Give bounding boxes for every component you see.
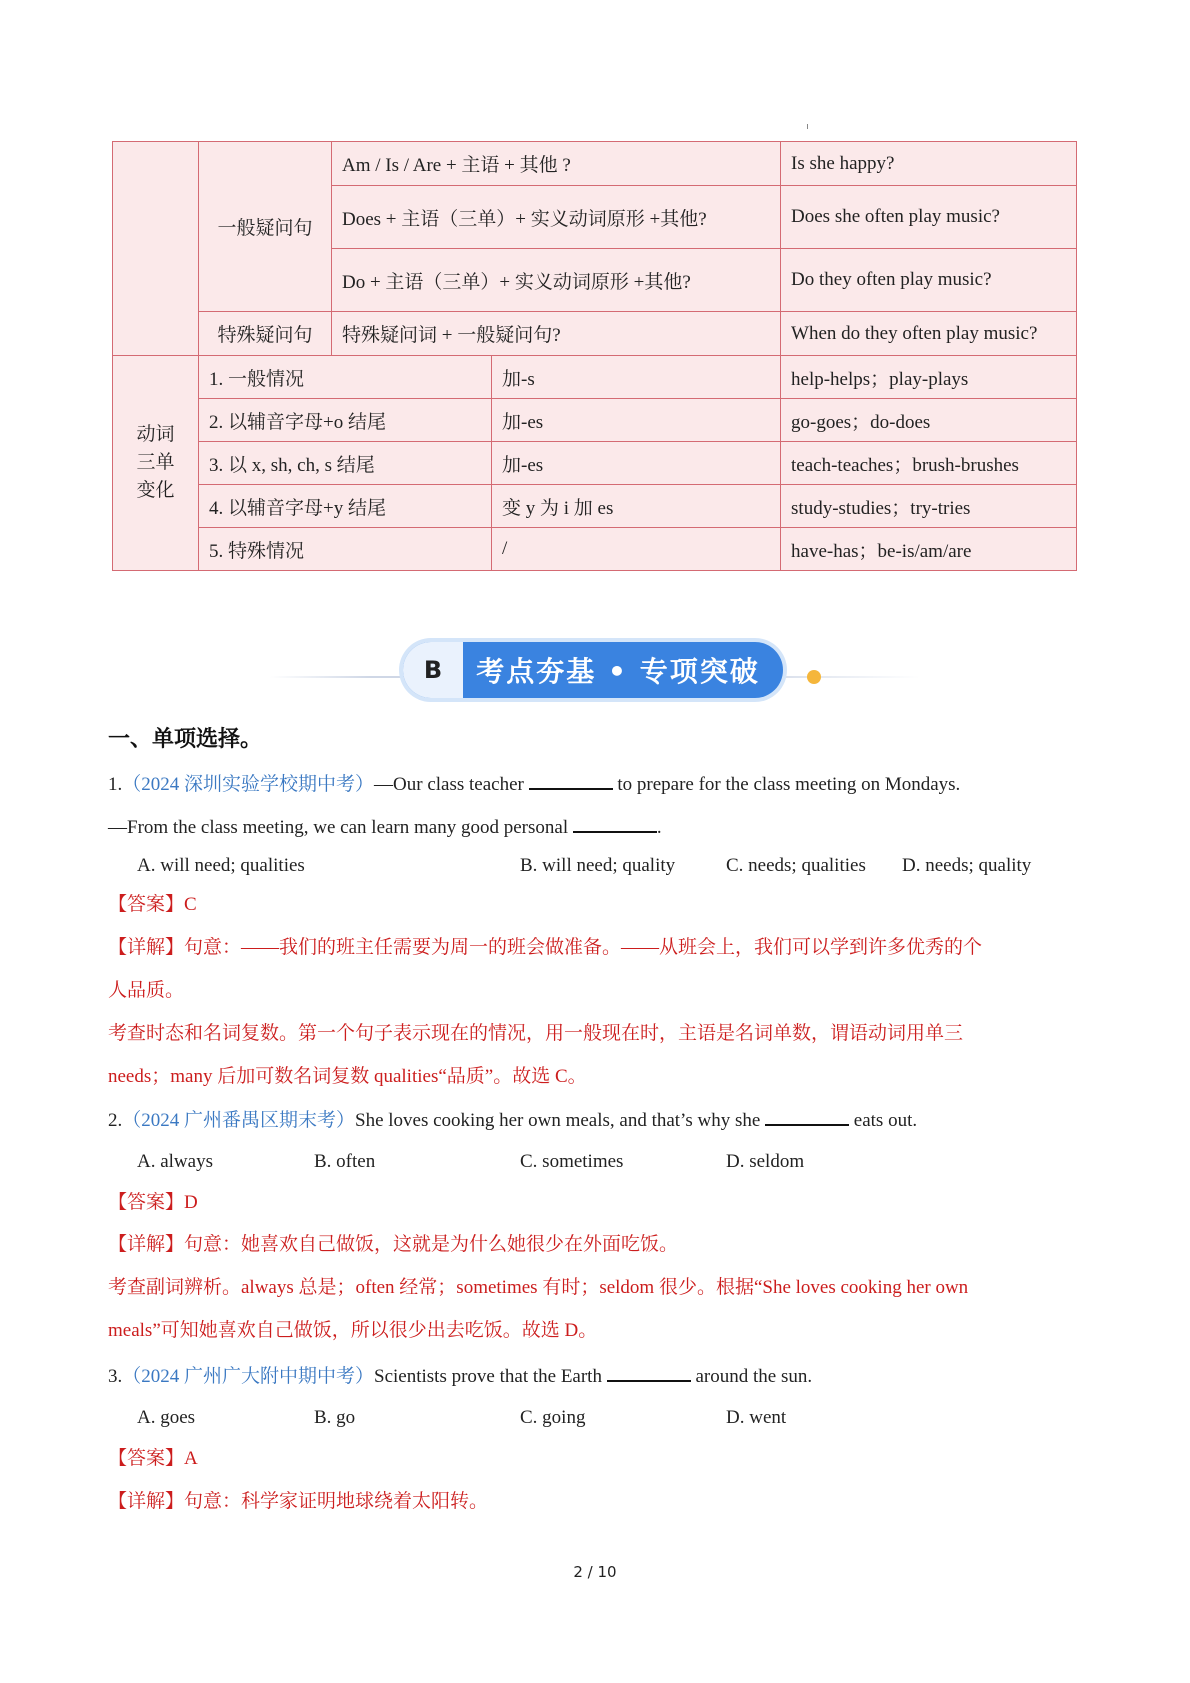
option: A. will need; qualities: [137, 855, 305, 876]
banner-dot-right: [807, 670, 821, 684]
question-source: （2024 深圳实验学校期中考）: [122, 774, 375, 795]
change-cell: 变 y 为 i 加 es: [492, 485, 781, 528]
pattern-cell: Does + 主语（三单）+ 实义动词原形 +其他?: [332, 186, 781, 249]
change-cell: /: [492, 528, 781, 571]
stem-text: to prepare for the class meeting on Mondays.: [617, 774, 961, 795]
question-source: （2024 广州广大附中期中考）: [122, 1366, 375, 1387]
banner-title: 考点夯基 • 专项突破: [476, 655, 760, 688]
stem-text: —From the class meeting, we can learn many good personal: [108, 817, 569, 838]
option: D. went: [726, 1407, 787, 1428]
rule-cell: 5. 特殊情况: [199, 528, 492, 571]
explanation-line: 考查时态和名词复数。第一个句子表示现在的情况，用一般现在时，主语是名词单数，谓语动词用单三: [108, 1023, 964, 1044]
special-question-label: 特殊疑问句: [199, 312, 332, 356]
stem-text: around the sun.: [695, 1366, 813, 1387]
option: C. going: [520, 1407, 586, 1428]
question-2-stem: [108, 1108, 917, 1133]
change-cell: 加-s: [492, 356, 781, 399]
answer-blank: [765, 1108, 849, 1126]
option: C. needs; qualities: [726, 855, 866, 876]
general-question-label: 一般疑问句: [199, 142, 332, 312]
stem-text: eats out.: [853, 1110, 918, 1131]
stem-text: .: [656, 817, 662, 838]
change-cell: 加-es: [492, 442, 781, 485]
pattern-cell: Do + 主语（三单）+ 实义动词原形 +其他?: [332, 249, 781, 312]
example-cell: When do they often play music?: [781, 312, 1077, 356]
banner-line-left-fade: [270, 676, 370, 678]
example-cell: Do they often play music?: [781, 249, 1077, 312]
pattern-cell: Am / Is / Are + 主语 + 其他 ?: [332, 142, 781, 186]
example-cell: have-has；be-is/am/are: [781, 528, 1077, 571]
question-source: （2024 广州番禺区期末考）: [122, 1110, 356, 1131]
example-cell: go-goes；do-does: [781, 399, 1077, 442]
option: A. always: [137, 1151, 213, 1172]
explanation-line: 人品质。: [108, 980, 185, 1001]
question-1-line2: [108, 815, 662, 840]
explanation-line: needs；many 后加可数名词复数 qualities“品质”。故选 C。: [108, 1066, 587, 1087]
example-cell: Does she often play music?: [781, 186, 1077, 249]
answer-blank: [529, 772, 613, 790]
option: B. go: [314, 1407, 356, 1428]
question-1-stem: [108, 772, 960, 797]
rule-cell: 3. 以 x, sh, ch, s 结尾: [199, 442, 492, 485]
explanation-line: 考查副词辨析。always 总是；often 经常；sometimes 有时；seldom 很少。根据“She loves cooking her own: [108, 1277, 969, 1298]
option: B. will need; quality: [520, 855, 676, 876]
example-cell: teach-teaches；brush-brushes: [781, 442, 1077, 485]
example-cell: Is she happy?: [781, 142, 1077, 186]
explanation-line: 【详解】句意：她喜欢自己做饭，这就是为什么她很少在外面吃饭。: [108, 1234, 679, 1255]
option: D. needs; quality: [902, 855, 1032, 876]
stem-text: —Our class teacher: [374, 774, 524, 795]
empty-group-cell: [113, 142, 199, 356]
option: A. goes: [137, 1407, 196, 1428]
question-3-stem: [108, 1364, 812, 1389]
explanation-line: 【详解】句意：——我们的班主任需要为周一的班会做准备。——从班会上，我们可以学到许多优秀的个: [108, 937, 983, 958]
grammar-table: [112, 141, 1077, 571]
explanation-line: 【详解】句意：科学家证明地球绕着太阳转。: [108, 1491, 489, 1512]
change-cell: 加-es: [492, 399, 781, 442]
option: B. often: [314, 1151, 376, 1172]
question-number: 3.: [108, 1366, 123, 1387]
example-cell: study-studies；try-tries: [781, 485, 1077, 528]
option: C. sometimes: [520, 1151, 624, 1172]
option: D. seldom: [726, 1151, 805, 1172]
banner-pill: [403, 642, 783, 698]
banner-letter: B: [403, 642, 463, 698]
page-mark: [807, 124, 808, 129]
answer-line: 【答案】A: [108, 1448, 198, 1469]
section-banner: [270, 640, 920, 702]
pattern-cell: 特殊疑问词 + 一般疑问句?: [332, 312, 781, 356]
question-number: 2.: [108, 1110, 123, 1131]
rule-cell: 2. 以辅音字母+o 结尾: [199, 399, 492, 442]
page-number: 2 / 10: [573, 1563, 617, 1581]
answer-line: 【答案】D: [108, 1192, 198, 1213]
rule-cell: 1. 一般情况: [199, 356, 492, 399]
verb-change-label: 动词三单变化: [113, 356, 199, 571]
explanation-line: meals”可知她喜欢自己做饭，所以很少出去吃饭。故选 D。: [108, 1320, 598, 1341]
answer-blank: [573, 815, 657, 833]
answer-line: 【答案】C: [108, 894, 197, 915]
section-title: 一、单项选择。: [108, 727, 263, 752]
example-cell: help-helps；play-plays: [781, 356, 1077, 399]
question-number: 1.: [108, 774, 123, 795]
stem-text: Scientists prove that the Earth: [374, 1366, 602, 1387]
rule-cell: 4. 以辅音字母+y 结尾: [199, 485, 492, 528]
answer-blank: [607, 1364, 691, 1382]
stem-text: She loves cooking her own meals, and that’s why she: [355, 1110, 761, 1131]
